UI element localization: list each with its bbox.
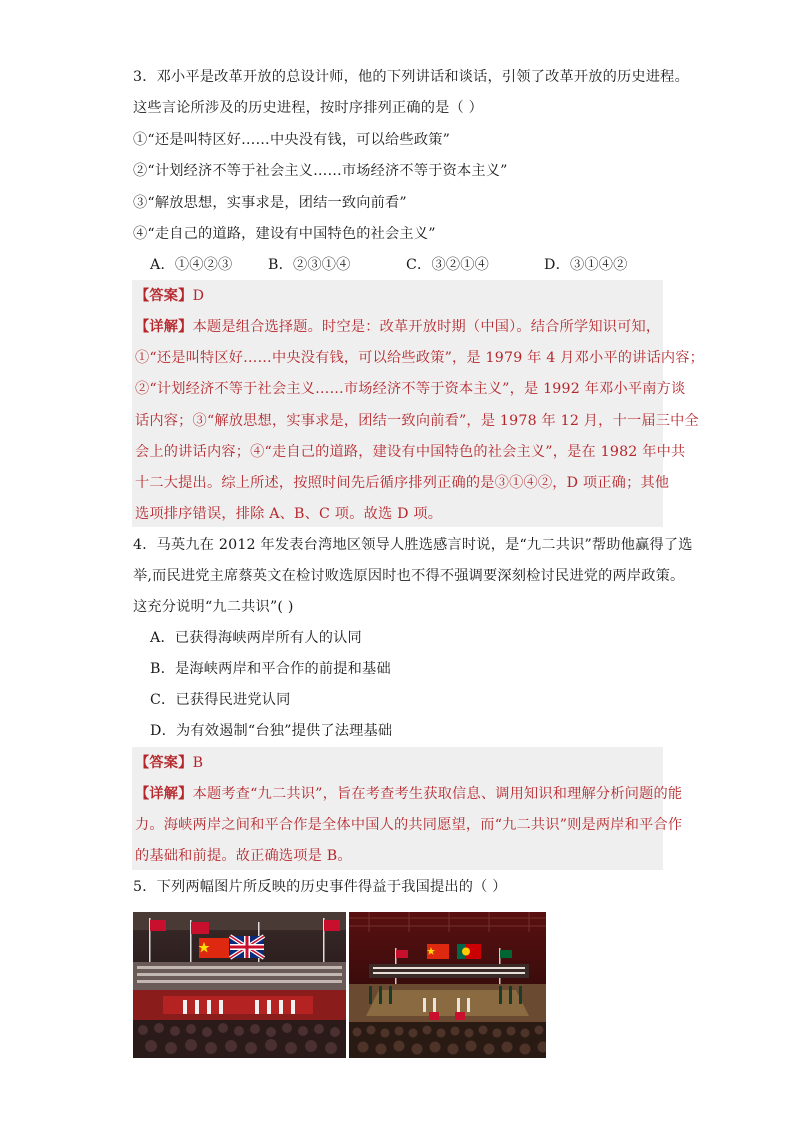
q3-options bbox=[150, 255, 628, 275]
handover-photo-hong-kong bbox=[133, 912, 346, 1058]
q4-answer-line bbox=[135, 753, 203, 773]
q3-option-c: C．③②①④ bbox=[406, 257, 489, 273]
q3-option-b: B．②③①④ bbox=[268, 257, 351, 273]
q4-stem-line3: 这充分说明“九二共识”( ) bbox=[133, 599, 294, 615]
q4-stem-line2: 举,而民进党主席蔡英文在检讨败选原因时也不得不强调要深刻检讨民进党的两岸政策。 bbox=[133, 568, 685, 584]
q3-detail-line6: 十二大提出。综上所述，按照时间先后循序排列正确的是③①④②，D 项正确；其他 bbox=[135, 475, 670, 491]
q4-detail-tag: 【详解】 bbox=[135, 786, 193, 802]
q4-option-b: B．是海峡两岸和平合作的前提和基础 bbox=[150, 661, 391, 677]
q3-item1: ①“还是叫特区好……中央没有钱，可以给些政策” bbox=[133, 132, 451, 148]
q4-detail-line1-wrap bbox=[135, 784, 682, 804]
q4-option-d: D．为有效遏制“台独”提供了法理基础 bbox=[150, 723, 393, 739]
q3-detail-line2: ①“还是叫特区好……中央没有钱，可以给些政策”，是 1979 年 4 月邓小平的讲话内容； bbox=[135, 350, 705, 366]
q3-option-a: A．①④②③ bbox=[150, 257, 233, 273]
q3-detail-line4: 话内容；③“解放思想，实事求是，团结一致向前看”，是 1978 年 12 月，十一届三中全 bbox=[135, 413, 699, 429]
q4-stem-line1: 4．马英九在 2012 年发表台湾地区领导人胜选感言时说，是“九二共识”帮助他赢得了选 bbox=[133, 537, 693, 553]
q3-answer-tag: 【答案】 bbox=[135, 288, 193, 304]
q4-option-a: A．已获得海峡两岸所有人的认同 bbox=[150, 630, 362, 646]
q3-detail-line7: 选项排序错误，排除 A、B、C 项。故选 D 项。 bbox=[135, 506, 443, 522]
q5-stem-line1: 5．下列两幅图片所反映的历史事件得益于我国提出的（ ） bbox=[133, 879, 507, 895]
q3-detail-tag: 【详解】 bbox=[135, 319, 193, 335]
q3-detail-line5: 会上的讲话内容；④“走自己的道路，建设有中国特色的社会主义”，是在 1982 年中共 bbox=[135, 444, 686, 460]
q4-answer-tag: 【答案】 bbox=[135, 755, 193, 771]
q4-option-c: C．已获得民进党认同 bbox=[150, 692, 291, 708]
q3-detail-line1-wrap bbox=[135, 317, 660, 337]
q3-stem-line1: 3．邓小平是改革开放的总设计师，他的下列讲话和谈话，引领了改革开放的历史进程。 bbox=[133, 69, 689, 85]
q3-answer-line bbox=[135, 286, 204, 306]
handover-photo-macau bbox=[349, 912, 546, 1058]
handover-photo-macau-art bbox=[349, 912, 546, 1058]
q4-detail-line1: 本题考查“九二共识”，旨在考查考生获取信息、调用知识和理解分析问题的能 bbox=[192, 786, 683, 802]
q3-answer-value: D bbox=[192, 288, 205, 304]
q3-item2: ②“计划经济不等于社会主义……市场经济不等于资本主义” bbox=[133, 163, 508, 179]
handover-photo-hong-kong-art bbox=[133, 912, 346, 1058]
q3-detail-line3: ②“计划经济不等于社会主义……市场经济不等于资本主义”，是 1992 年邓小平南方谈 bbox=[135, 381, 686, 397]
q3-option-d: D．③①④② bbox=[544, 257, 628, 273]
q3-item3: ③“解放思想，实事求是，团结一致向前看” bbox=[133, 195, 407, 211]
q4-detail-line2: 力。海峡两岸之间和平合作是全体中国人的共同愿望，而“九二共识”则是两岸和平合作 bbox=[135, 817, 683, 833]
q3-item4: ④“走自己的道路，建设有中国特色的社会主义” bbox=[133, 226, 436, 242]
q3-detail-line1: 本题是组合选择题。时空是：改革开放时期（中国）。结合所学知识可知， bbox=[192, 319, 661, 335]
q4-answer-value: B bbox=[192, 755, 204, 771]
q3-stem-line2: 这些言论所涉及的历史进程，按时序排列正确的是（ ） bbox=[133, 100, 484, 116]
q4-detail-line3: 的基础和前提。故正确选项是 B。 bbox=[135, 848, 352, 864]
